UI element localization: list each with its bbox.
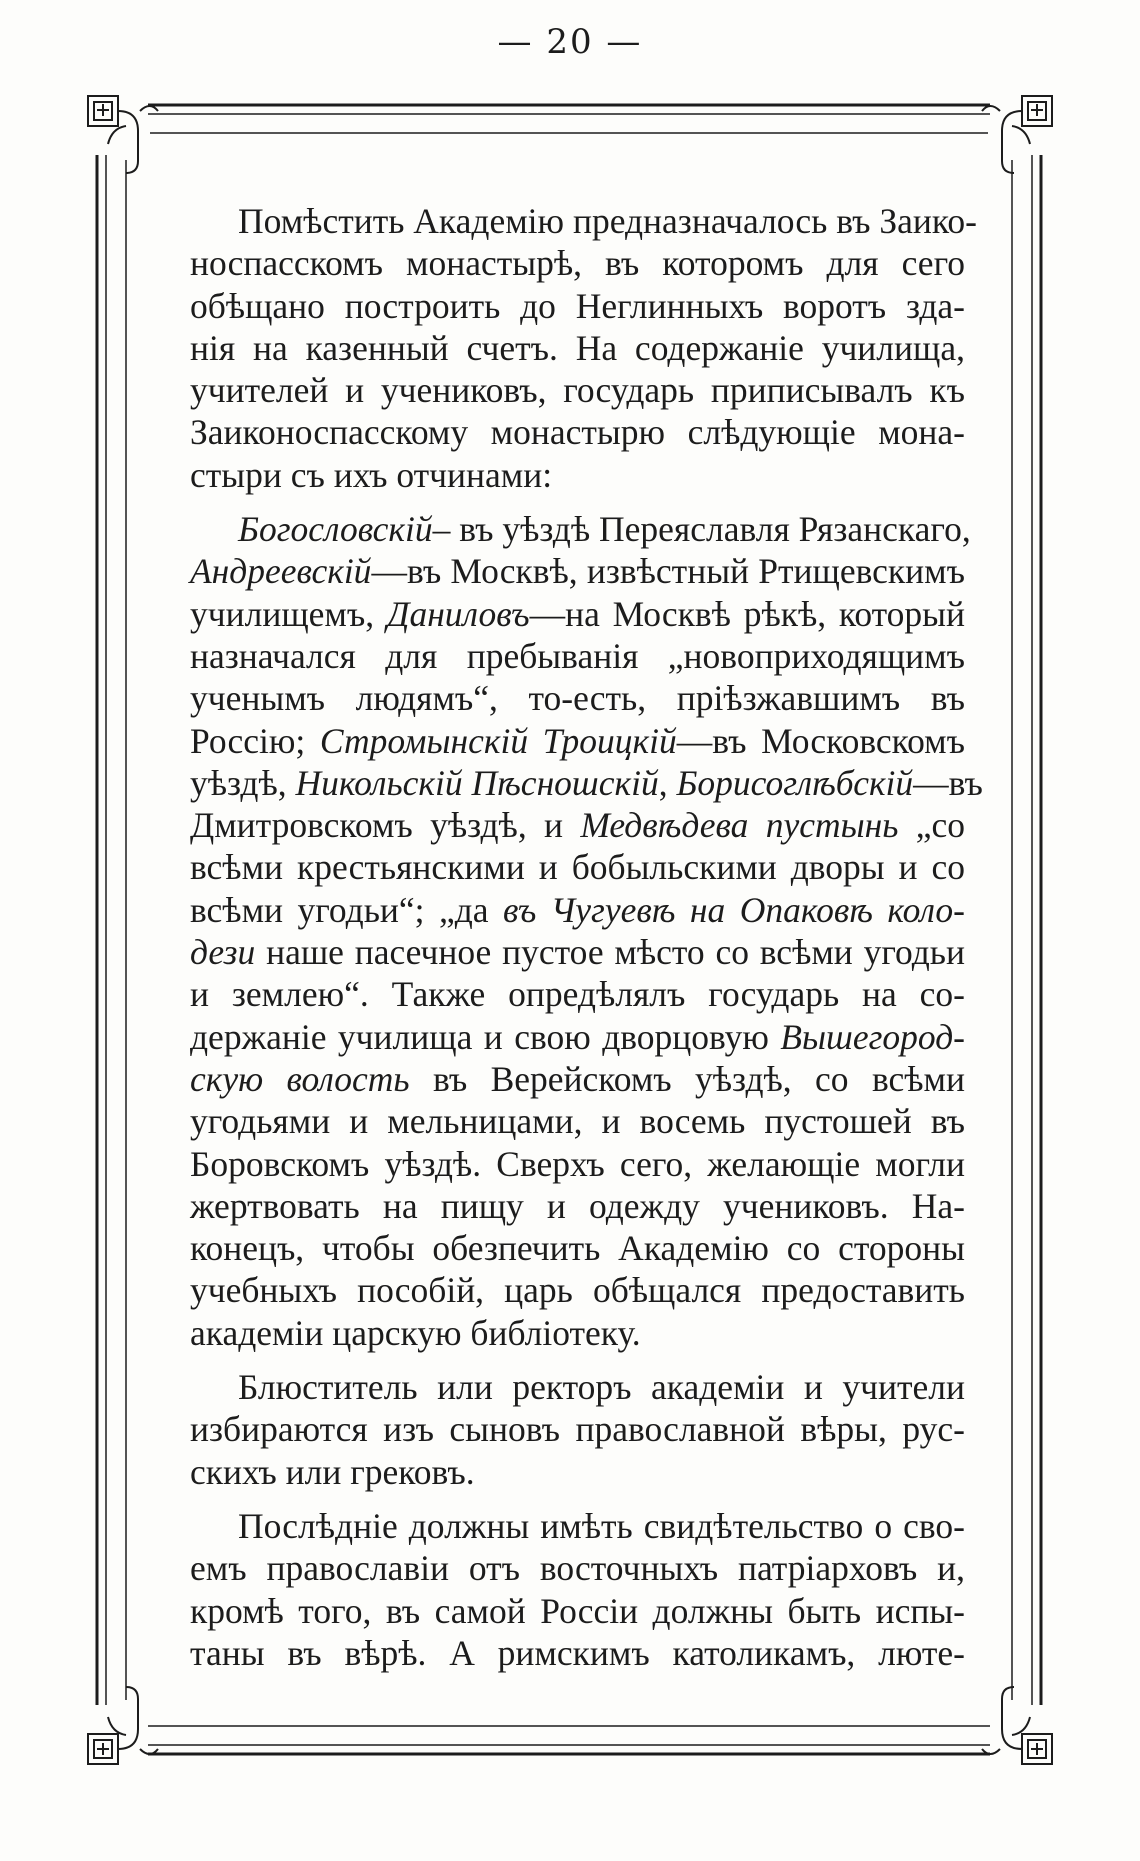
body-text	[190, 200, 983, 1674]
text-run: учебныхъ пособій, царь обѣщался предоставить	[190, 1270, 965, 1311]
text-run: учителей и учениковъ, государь приписывалъ къ	[190, 370, 965, 411]
text-line	[190, 1227, 965, 1269]
text-line	[190, 931, 965, 973]
italic-name: Медвѣдева пустынь	[580, 805, 899, 846]
text-run: – въ уѣздѣ Переяславля Рязанскаго,	[432, 509, 971, 550]
text-line	[190, 285, 965, 327]
text-line	[190, 1312, 965, 1354]
text-run: —на Москвѣ рѣкѣ, который	[529, 593, 965, 634]
text-run: обѣщано построить до Неглинныхъ воротъ зда-	[190, 285, 965, 326]
text-line	[190, 1100, 965, 1142]
text-run: всѣми крестьянскими и бобыльскими дворы и со	[190, 847, 965, 888]
italic-name: дези	[190, 932, 256, 973]
text-run: ученымъ людямъ“, то-есть, пріѣзжавшимъ въ	[190, 678, 965, 719]
text-line	[190, 1505, 965, 1547]
italic-name: скую волость	[190, 1058, 410, 1099]
text-line	[190, 242, 965, 284]
text-line	[190, 1547, 965, 1589]
text-run: уѣздѣ,	[190, 762, 296, 803]
italic-name: Стромынскій Троицкій	[319, 720, 677, 761]
text-run: ,	[658, 762, 677, 803]
italic-name: Борисоглѣбскій	[676, 762, 914, 803]
text-line	[190, 1058, 965, 1100]
text-run: емъ православіи отъ восточныхъ патріарховъ и,	[190, 1548, 965, 1589]
text-line	[190, 889, 965, 931]
text-run: скихъ или грековъ.	[190, 1451, 475, 1492]
text-run: жертвовать на пищу и одежду учениковъ. На-	[190, 1185, 965, 1226]
text-line	[190, 1451, 965, 1493]
text-line	[190, 593, 965, 635]
text-line	[190, 762, 983, 804]
text-line	[190, 1269, 965, 1311]
text-run: Послѣдніе должны имѣть свидѣтельство о сво-	[238, 1505, 965, 1546]
text-run: Россію;	[190, 720, 320, 761]
paragraph	[190, 1505, 965, 1674]
text-run: назначался для пребыванія „новоприходящимъ	[190, 635, 965, 676]
paragraph	[190, 508, 983, 1354]
text-run: Блюститель или ректоръ академіи и учители	[238, 1367, 965, 1408]
text-line	[190, 677, 965, 719]
text-run: таны въ вѣрѣ. А римскимъ католикамъ, люте-	[190, 1632, 965, 1673]
text-run: держаніе училища и свою дворцовую	[190, 1016, 781, 1057]
text-line	[190, 1366, 965, 1408]
text-run: „со	[898, 805, 965, 846]
italic-name: Даниловъ	[386, 593, 530, 634]
italic-name: Никольскій Пѣсношскій	[295, 762, 659, 803]
text-run: академіи царскую библіотеку.	[190, 1312, 641, 1353]
text-run: наше пасечное пустое мѣсто со всѣми угодьи	[255, 932, 965, 973]
paragraph	[190, 1366, 965, 1493]
text-run: въ Верейскомъ уѣздѣ, со всѣми	[409, 1058, 966, 1099]
text-line	[190, 973, 965, 1015]
text-run: кромѣ того, въ самой Россіи должны быть испы-	[190, 1590, 965, 1631]
text-line	[190, 804, 965, 846]
text-run: угодьями и мельницами, и восемь пустошей въ	[190, 1101, 965, 1142]
text-line	[190, 200, 977, 242]
text-run: всѣми угодьи“; „да	[190, 889, 503, 930]
text-line	[190, 635, 965, 677]
text-line	[190, 508, 971, 550]
text-line	[190, 550, 965, 592]
text-line	[190, 454, 965, 496]
text-run: избираются изъ сыновъ православной вѣры, рус-	[190, 1409, 965, 1450]
text-line	[190, 846, 965, 888]
italic-name: въ Чугуевѣ на Опаковѣ коло-	[502, 889, 965, 930]
text-run: Заиконоспасскому монастырю слѣдующіе мона-	[190, 412, 965, 453]
text-line	[190, 411, 965, 453]
text-line	[190, 327, 965, 369]
text-line	[190, 1016, 965, 1058]
italic-name: Богословскій	[238, 509, 433, 550]
text-run: стыри съ ихъ отчинами:	[190, 454, 553, 495]
paragraph	[190, 200, 977, 496]
text-run: и землею“. Также опредѣлялъ государь на со-	[190, 974, 965, 1015]
text-line	[190, 1143, 965, 1185]
text-run: конецъ, чтобы обезпечить Академію со стороны	[190, 1228, 965, 1269]
text-line	[190, 369, 965, 411]
text-line	[190, 1590, 965, 1632]
text-run: Боровскомъ уѣздѣ. Сверхъ сего, желающіе могли	[190, 1143, 965, 1184]
text-line	[190, 1408, 965, 1450]
italic-name: Вышегород-	[780, 1016, 965, 1057]
text-line	[190, 1185, 965, 1227]
text-run: Дмитровскомъ уѣздѣ, и	[190, 805, 581, 846]
text-line	[190, 720, 965, 762]
page-number: — 20 —	[497, 22, 643, 62]
text-run: —въ Москвѣ, извѣстный Ртищевскимъ	[371, 551, 965, 592]
text-run: Помѣстить Академію предназначалось въ Заико-	[238, 201, 977, 241]
text-run: носпасскомъ монастырѣ, въ которомъ для сего	[190, 243, 965, 284]
text-run: училищемъ,	[190, 593, 387, 634]
text-run: —въ Московскомъ	[676, 720, 965, 761]
italic-name: Андреевскій	[190, 551, 372, 592]
text-run: нія на казенный счетъ. На содержаніе училища,	[190, 327, 965, 368]
text-line	[190, 1632, 965, 1674]
text-run: —въ	[913, 762, 983, 803]
